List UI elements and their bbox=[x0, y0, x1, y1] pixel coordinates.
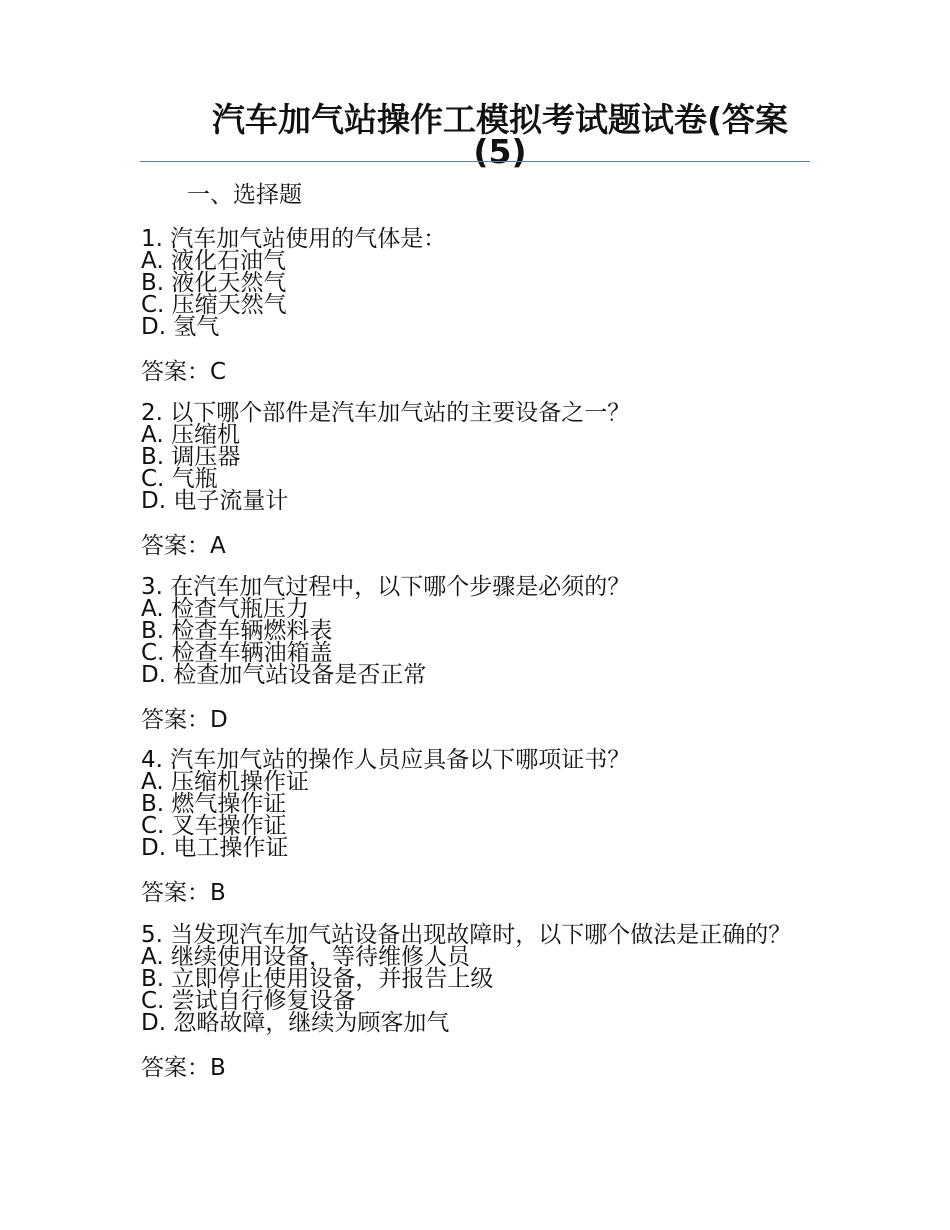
option-d: D. 电工操作证 bbox=[141, 835, 289, 861]
question-2 bbox=[141, 402, 806, 557]
option-d: D. 氢气 bbox=[141, 314, 220, 340]
question-3 bbox=[141, 576, 806, 731]
option-b: B. 液化天然气 bbox=[141, 270, 287, 296]
question-5 bbox=[141, 924, 806, 1079]
question-stem: 1. 汽车加气站使用的气体是： bbox=[141, 226, 447, 252]
section-heading: 一、选择题 bbox=[187, 182, 302, 208]
option-b: B. 调压器 bbox=[141, 444, 241, 470]
document-title: 汽车加气站操作工模拟考试题试卷(答案(5) bbox=[211, 100, 789, 171]
option-c: C. 压缩天然气 bbox=[141, 292, 287, 318]
option-c: C. 检查车辆油箱盖 bbox=[141, 640, 333, 666]
option-d: D. 电子流量计 bbox=[141, 488, 289, 514]
question-1 bbox=[141, 228, 806, 383]
option-d: D. 检查加气站设备是否正常 bbox=[141, 662, 427, 688]
answer: 答案：A bbox=[141, 533, 226, 559]
option-b: B. 燃气操作证 bbox=[141, 791, 287, 817]
option-a: A. 压缩机操作证 bbox=[141, 769, 309, 795]
option-c: C. 叉车操作证 bbox=[141, 813, 287, 839]
question-stem: 2. 以下哪个部件是汽车加气站的主要设备之一？ bbox=[141, 400, 631, 426]
title-underline-divider bbox=[140, 161, 810, 162]
option-a: A. 检查气瓶压力 bbox=[141, 596, 309, 622]
option-b: B. 检查车辆燃料表 bbox=[141, 618, 333, 644]
answer: 答案：B bbox=[141, 880, 226, 906]
option-a: A. 液化石油气 bbox=[141, 248, 286, 274]
answer: 答案：D bbox=[141, 707, 228, 733]
answer: 答案：C bbox=[141, 359, 227, 385]
question-4 bbox=[141, 749, 806, 904]
option-d: D. 忽略故障，继续为顾客加气 bbox=[141, 1010, 450, 1036]
question-stem: 3. 在汽车加气过程中，以下哪个步骤是必须的？ bbox=[141, 574, 631, 600]
question-stem: 4. 汽车加气站的操作人员应具备以下哪项证书？ bbox=[141, 747, 631, 773]
question-stem: 5. 当发现汽车加气站设备出现故障时，以下哪个做法是正确的？ bbox=[141, 922, 792, 948]
option-a: A. 继续使用设备，等待维修人员 bbox=[141, 944, 470, 970]
option-a: A. 压缩机 bbox=[141, 422, 240, 448]
option-c: C. 气瓶 bbox=[141, 466, 218, 492]
option-b: B. 立即停止使用设备，并报告上级 bbox=[141, 966, 494, 992]
option-c: C. 尝试自行修复设备 bbox=[141, 988, 356, 1014]
answer: 答案：B bbox=[141, 1055, 226, 1081]
